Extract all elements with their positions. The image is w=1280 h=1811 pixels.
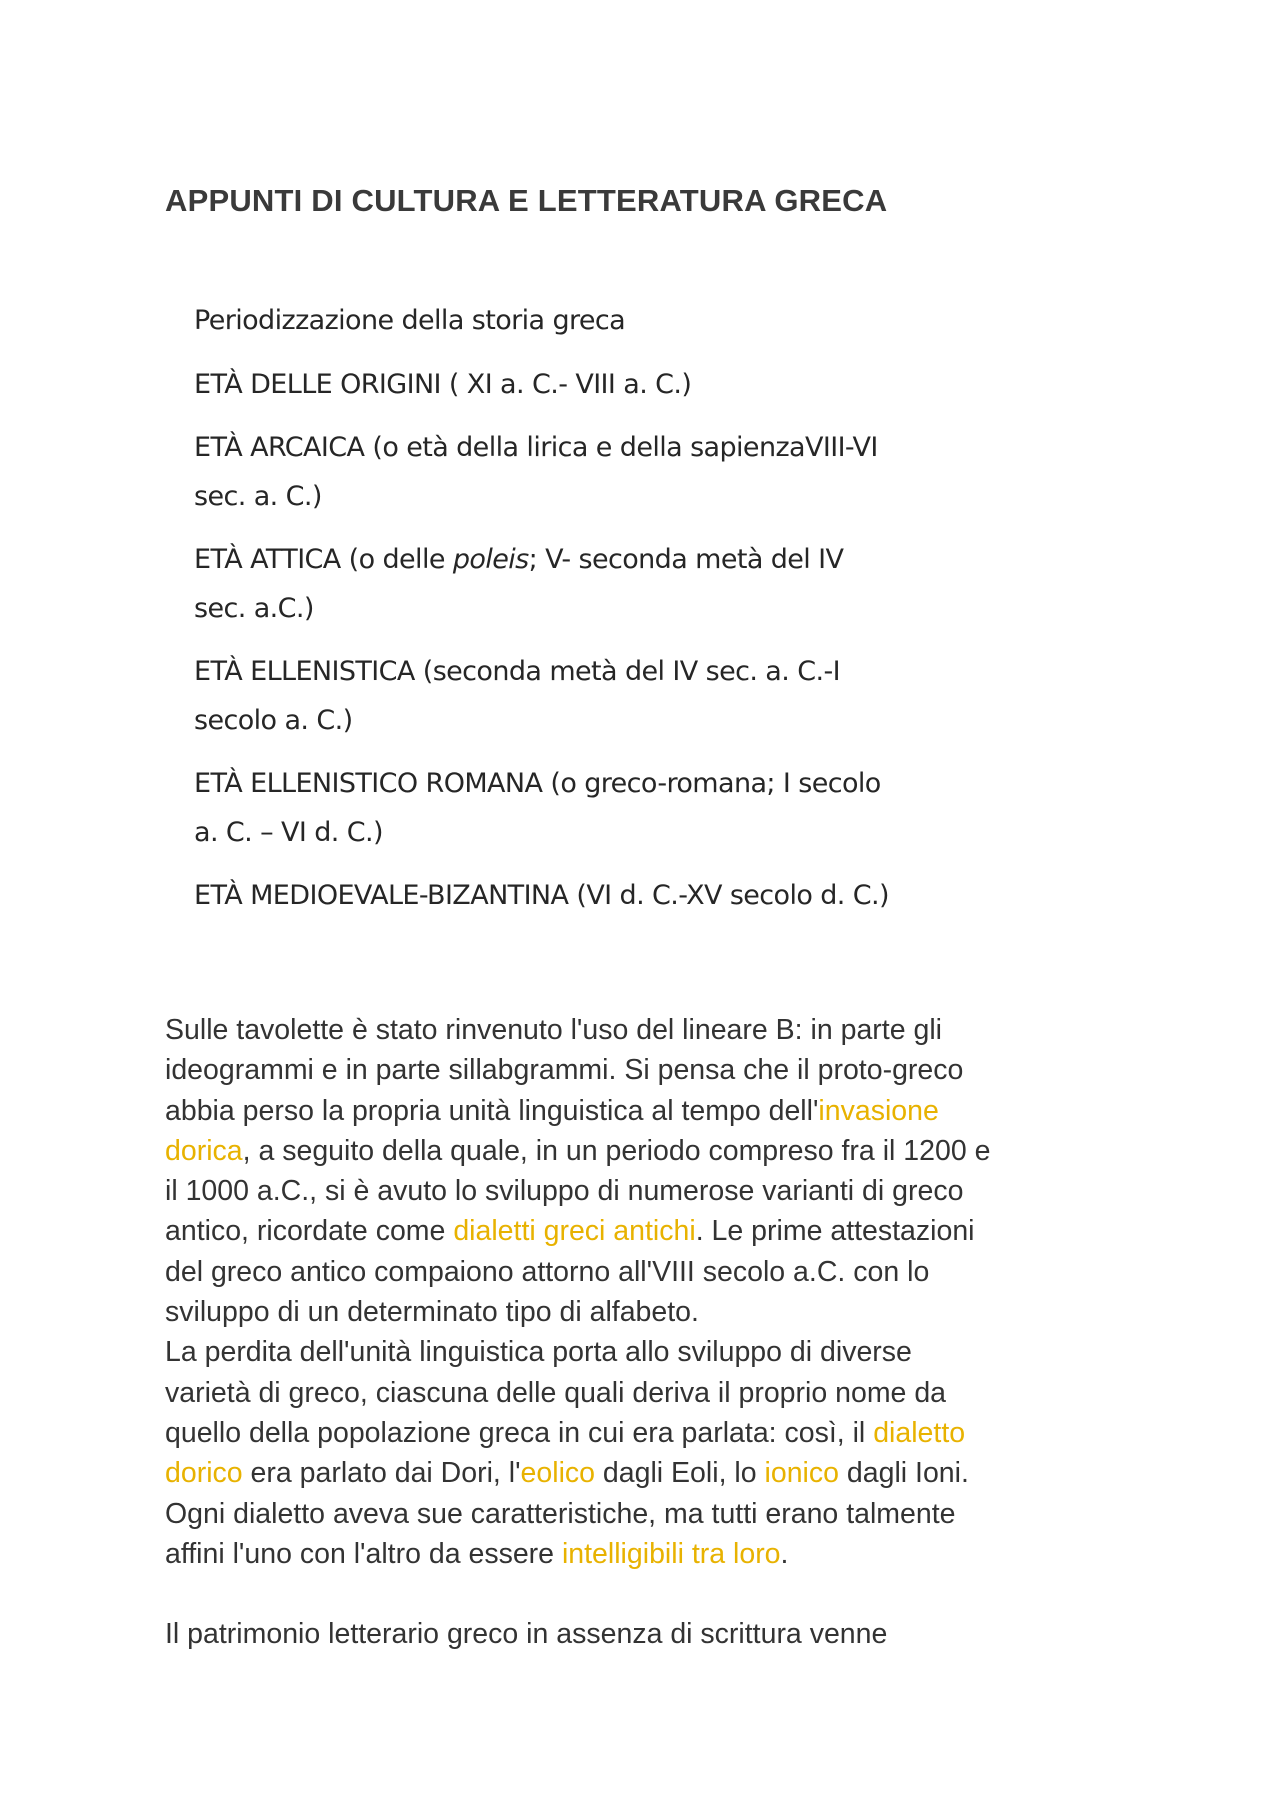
text-span: affini l'uno con l'altro da essere	[165, 1537, 562, 1570]
link-ionico[interactable]: ionico	[764, 1457, 839, 1490]
text-span: , a seguito della quale, in un periodo compreso fra il 1200 e	[242, 1134, 991, 1167]
text-line	[165, 1131, 1125, 1171]
text-line	[165, 1534, 1125, 1574]
period-item-ellenistico-romana	[194, 759, 994, 857]
paragraph-patrimonio	[165, 1614, 1125, 1654]
period-line: sec. a.C.)	[194, 593, 314, 624]
text-line: Il patrimonio letterario greco in assenza di scrittura venne	[165, 1618, 888, 1651]
text-span: .	[780, 1537, 789, 1570]
link-dialetti-greci-antichi[interactable]: dialetti greci antichi	[453, 1215, 696, 1248]
period-list-heading: Periodizzazione della storia greca	[194, 305, 626, 336]
text-span: dagli Eoli, lo	[595, 1457, 765, 1490]
body-text	[165, 1010, 1125, 1654]
link-dialetto-dorico[interactable]: dorico	[165, 1457, 243, 1490]
period-line: ETÀ MEDIOEVALE-BIZANTINA (VI d. C.-XV secolo d. C.)	[194, 880, 889, 911]
page-title: APPUNTI DI CULTURA E LETTERATURA GRECA	[165, 183, 888, 218]
period-line	[194, 535, 994, 584]
period-item-ellenistica	[194, 647, 994, 745]
text-line	[165, 1453, 1125, 1493]
period-item-attica	[194, 535, 994, 633]
period-text: ; V- seconda metà del IV	[528, 544, 844, 575]
text-line: sviluppo di un determinato tipo di alfabeto.	[165, 1296, 699, 1329]
text-line: ideogrammi e in parte sillabgrammi. Si pensa che il proto-greco	[165, 1054, 964, 1087]
link-eolico[interactable]: eolico	[520, 1457, 595, 1490]
link-dialetto-dorico[interactable]: dialetto	[873, 1416, 966, 1449]
link-invasione-dorica[interactable]: invasione	[818, 1094, 939, 1127]
period-line: a. C. – VI d. C.)	[194, 817, 383, 848]
link-intelligibili-tra-loro[interactable]: intelligibili tra loro	[561, 1537, 781, 1570]
text-span: antico, ricordate come	[165, 1215, 454, 1248]
period-line: sec. a. C.)	[194, 481, 322, 512]
period-line: ETÀ ELLENISTICA (seconda metà del IV sec. a. C.-I	[194, 656, 840, 687]
period-line: ETÀ DELLE ORIGINI ( XI a. C.- VIII a. C.)	[194, 369, 692, 400]
text-line: Sulle tavolette è stato rinvenuto l'uso del lineare B: in parte gli	[165, 1014, 942, 1046]
text-span: quello della popolazione greca in cui era parlata: così, il	[165, 1416, 874, 1449]
period-line: ETÀ ELLENISTICO ROMANA (o greco-romana; I secolo	[194, 768, 881, 799]
text-span: . Le prime attestazioni	[695, 1215, 975, 1248]
text-line: La perdita dell'unità linguistica porta allo sviluppo di diverse	[165, 1336, 912, 1369]
period-italic-text: poleis	[452, 544, 529, 575]
period-item-origini	[194, 360, 994, 409]
text-span: dagli Ioni.	[838, 1457, 969, 1490]
text-line	[165, 1091, 1125, 1131]
text-line: varietà di greco, ciascuna delle quali deriva il proprio nome da	[165, 1376, 947, 1409]
period-item-arcaica	[194, 423, 994, 521]
text-line	[165, 1211, 1125, 1251]
text-span: era parlato dai Dori, l'	[242, 1457, 521, 1490]
text-line: Ogni dialetto aveva sue caratteristiche, ma tutti erano talmente	[165, 1497, 956, 1530]
paragraph-dialetti	[165, 1332, 1125, 1574]
period-list-image	[194, 296, 994, 920]
text-span: abbia perso la propria unità linguistica al tempo dell'	[165, 1094, 819, 1127]
period-text: ETÀ ATTICA (o delle	[194, 544, 453, 575]
text-line: il 1000 a.C., si è avuto lo sviluppo di numerose varianti di greco	[165, 1175, 964, 1208]
paragraph-lineare-b	[165, 1010, 1125, 1332]
period-item-medioevale-bizantina	[194, 871, 994, 920]
period-line: ETÀ ARCAICA (o età della lirica e della sapienzaVIII-VI	[194, 432, 878, 463]
period-line: secolo a. C.)	[194, 705, 353, 736]
text-line	[165, 1413, 1125, 1453]
text-line: del greco antico compaiono attorno all'VIII secolo a.C. con lo	[165, 1255, 930, 1288]
link-invasione-dorica[interactable]: dorica	[165, 1134, 243, 1167]
paragraph-spacer	[165, 1574, 1125, 1614]
